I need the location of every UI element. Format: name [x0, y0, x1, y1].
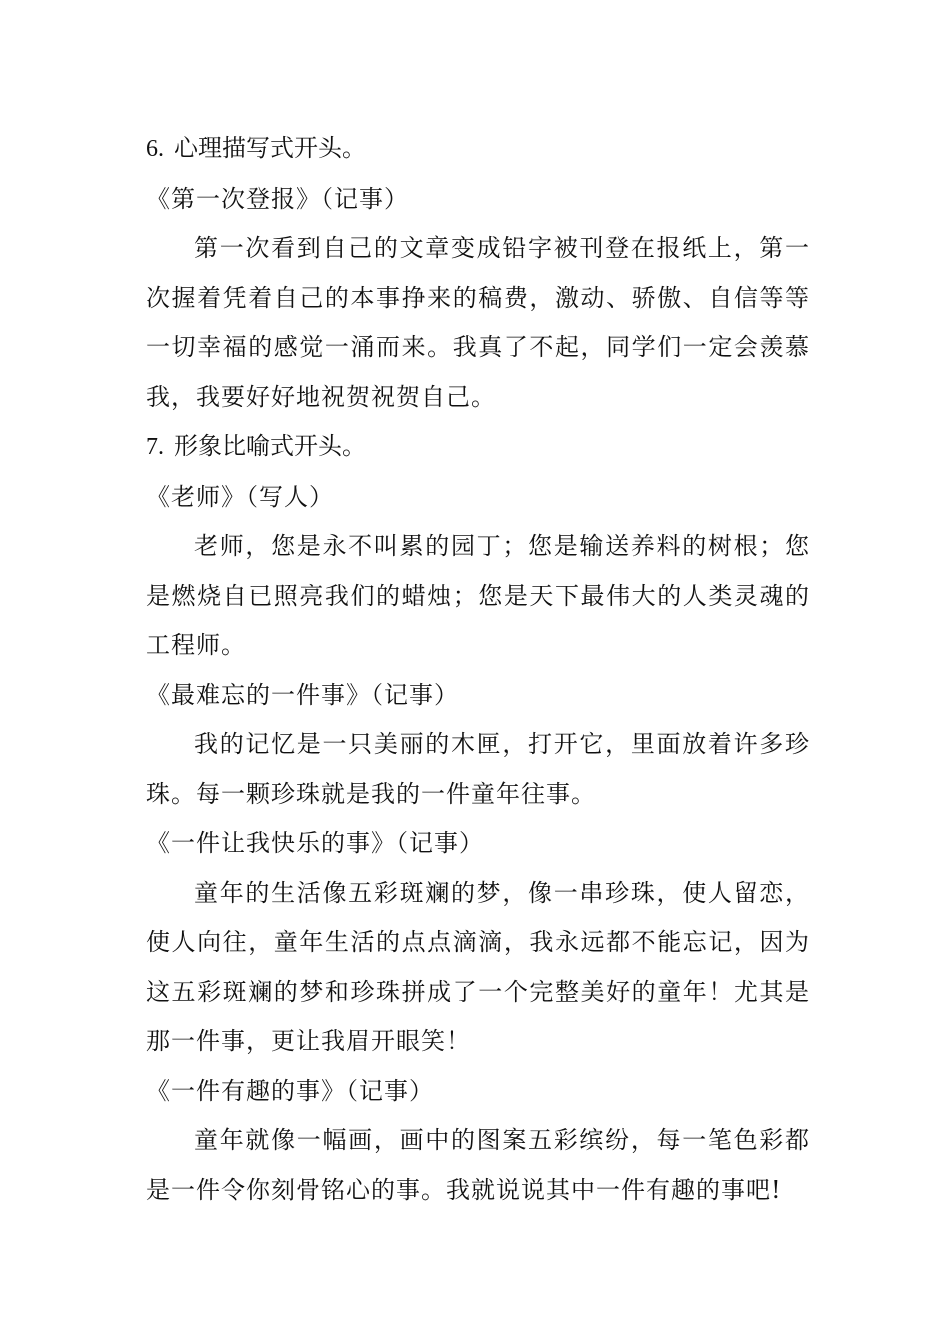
example-paragraph: 我的记忆是一只美丽的木匣，打开它，里面放着许多珍珠。每一颗珍珠就是我的一件童年往事。: [146, 730, 810, 808]
example-paragraph: 老师，您是永不叫累的园丁；您是输送养料的树根；您是燃烧自已照亮我们的蜡烛；您是天下最伟大的人类灵魂的工程师。: [146, 532, 810, 659]
example-paragraph: 第一次看到自己的文章变成铅字被刊登在报纸上，第一次握着凭着自己的本事挣来的稿费，激动、骄傲、自信等等一切幸福的感觉一涌而来。我真了不起，同学们一定会羡慕我，我要好好地祝贺祝贺自己。: [146, 234, 810, 411]
section-heading: [146, 124, 810, 175]
section-heading: [146, 422, 810, 473]
section-number: 6.: [146, 136, 164, 162]
example-title: 《一件有趣的事》（记事）: [146, 1076, 434, 1105]
section-heading-text: 心理描写式开头。: [174, 134, 366, 162]
section-number: 7.: [146, 434, 164, 460]
document-body: [146, 124, 810, 1215]
section-heading-text: 形象比喻式开头。: [174, 432, 366, 460]
example-title: 《第一次登报》（记事）: [146, 184, 409, 213]
example-title: 《最难忘的一件事》（记事）: [146, 680, 459, 709]
example-paragraph: 童年就像一幅画，画中的图案五彩缤纷，每一笔色彩都是一件令你刻骨铭心的事。我就说说其中一件有趣的事吧!: [146, 1126, 810, 1204]
example-title: 《老师》（写人）: [146, 482, 334, 511]
example-title: 《一件让我快乐的事》（记事）: [146, 829, 484, 857]
example-paragraph: 童年的生活像五彩斑斓的梦，像一串珍珠，使人留恋，使人向往，童年生活的点点滴滴，我永远都不能忘记，因为这五彩斑斓的梦和珍珠拼成了一个完整美好的童年！尤其是那一件事，更让我眉开眼笑！: [146, 878, 810, 1055]
